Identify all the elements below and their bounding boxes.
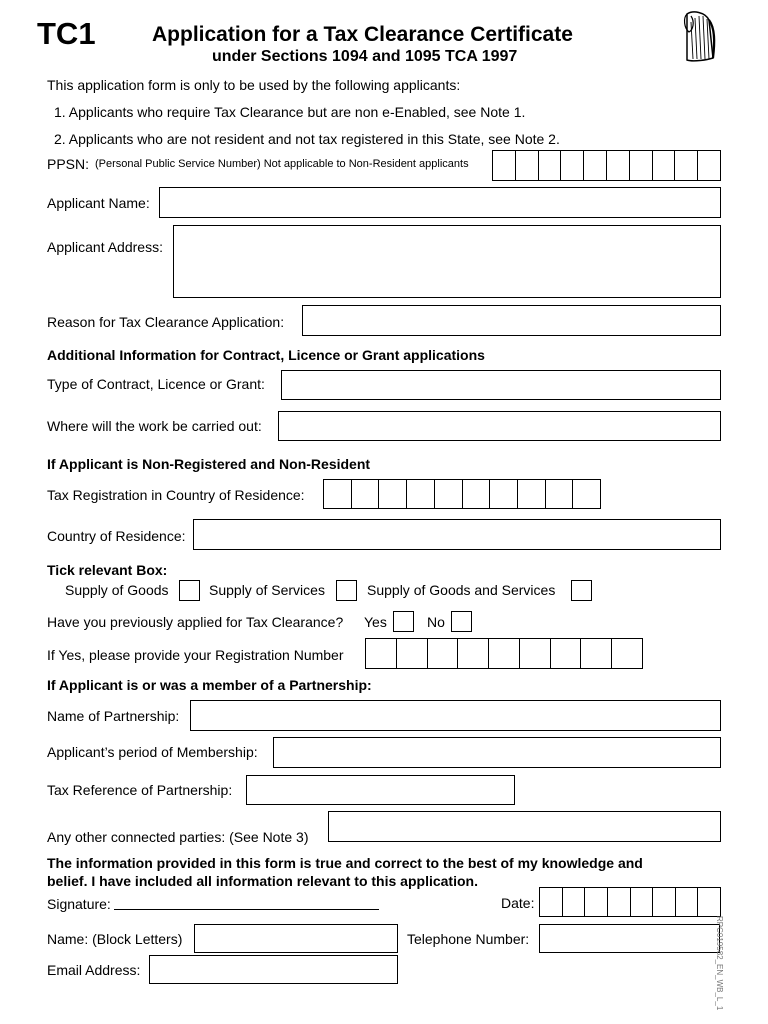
intro-item-1: 1. Applicants who require Tax Clearance but are non e-Enabled, see Note 1. bbox=[54, 104, 526, 120]
registration-number-input[interactable] bbox=[365, 638, 643, 669]
declaration-line-2: belief. I have included all information relevant to this application. bbox=[47, 873, 478, 889]
yes-label: Yes bbox=[364, 614, 387, 630]
country-residence-label: Country of Residence: bbox=[47, 528, 186, 544]
applicant-address-field[interactable] bbox=[173, 225, 721, 298]
country-residence-field[interactable] bbox=[193, 519, 721, 550]
supply-goods-label: Supply of Goods bbox=[65, 582, 169, 598]
ppsn-label: PPSN: bbox=[47, 156, 90, 172]
form-reference-code: RPC019582_EN_WB_L_1 bbox=[715, 916, 724, 1011]
declaration-line-1: The information provided in this form is true and correct to the best of my knowledge and bbox=[47, 855, 643, 871]
membership-period-field[interactable] bbox=[273, 737, 721, 768]
block-name-field[interactable] bbox=[194, 924, 398, 953]
registration-number-label: If Yes, please provide your Registration Number bbox=[47, 647, 344, 663]
work-location-label: Where will the work be carried out: bbox=[47, 418, 262, 434]
telephone-label: Telephone Number: bbox=[407, 931, 530, 947]
yes-checkbox[interactable] bbox=[393, 611, 414, 632]
partnership-name-field[interactable] bbox=[190, 700, 721, 731]
tick-section-heading: Tick relevant Box: bbox=[47, 562, 168, 578]
supply-goods-services-label: Supply of Goods and Services bbox=[367, 582, 556, 598]
signature-label: Signature: bbox=[47, 896, 111, 912]
form-subtitle: under Sections 1094 and 1095 TCA 1997 bbox=[212, 48, 518, 65]
intro-item-2: 2. Applicants who are not resident and not tax registered in this State, see Note 2. bbox=[54, 131, 560, 147]
membership-period-label: Applicant’s period of Membership: bbox=[47, 744, 258, 760]
applicant-address-label: Applicant Address: bbox=[47, 239, 163, 255]
date-label: Date: bbox=[501, 895, 535, 911]
supply-services-label: Supply of Services bbox=[209, 582, 325, 598]
telephone-field[interactable] bbox=[539, 924, 720, 953]
form-title: Application for a Tax Clearance Certificate bbox=[152, 23, 573, 46]
partnership-section-heading: If Applicant is or was a member of a Partnership: bbox=[47, 677, 372, 693]
partnership-name-label: Name of Partnership: bbox=[47, 708, 180, 724]
work-location-field[interactable] bbox=[278, 411, 721, 441]
block-name-label: Name: (Block Letters) bbox=[47, 931, 183, 947]
ppsn-input[interactable] bbox=[492, 150, 721, 181]
connected-parties-field[interactable] bbox=[328, 811, 721, 842]
contract-type-field[interactable] bbox=[281, 370, 721, 400]
supply-services-checkbox[interactable] bbox=[336, 580, 357, 601]
harp-icon bbox=[679, 8, 719, 66]
contract-type-label: Type of Contract, Licence or Grant: bbox=[47, 376, 265, 392]
ppsn-hint: (Personal Public Service Number) Not applicable to Non-Resident applicants bbox=[95, 158, 469, 170]
email-label: Email Address: bbox=[47, 962, 141, 978]
tax-registration-input[interactable] bbox=[323, 479, 601, 509]
contract-section-heading: Additional Information for Contract, Licence or Grant applications bbox=[47, 347, 485, 363]
reason-field[interactable] bbox=[302, 305, 721, 336]
supply-goods-services-checkbox[interactable] bbox=[571, 580, 592, 601]
signature-line[interactable] bbox=[114, 909, 379, 910]
no-checkbox[interactable] bbox=[451, 611, 472, 632]
previous-application-question: Have you previously applied for Tax Clearance? bbox=[47, 614, 344, 630]
nonresident-section-heading: If Applicant is Non-Registered and Non-Resident bbox=[47, 456, 371, 472]
partnership-tax-ref-field[interactable] bbox=[246, 775, 515, 805]
email-field[interactable] bbox=[149, 955, 398, 984]
supply-goods-checkbox[interactable] bbox=[179, 580, 200, 601]
reason-label: Reason for Tax Clearance Application: bbox=[47, 314, 285, 330]
tax-registration-label: Tax Registration in Country of Residence: bbox=[47, 487, 305, 503]
no-label: No bbox=[427, 614, 445, 630]
date-input[interactable] bbox=[539, 887, 721, 917]
partnership-tax-ref-label: Tax Reference of Partnership: bbox=[47, 782, 233, 798]
connected-parties-label: Any other connected parties: (See Note 3) bbox=[47, 829, 309, 845]
form-code: TC1 bbox=[37, 16, 96, 51]
intro-text: This application form is only to be used by the following applicants: bbox=[47, 77, 461, 93]
applicant-name-label: Applicant Name: bbox=[47, 195, 150, 211]
applicant-name-field[interactable] bbox=[159, 187, 721, 218]
